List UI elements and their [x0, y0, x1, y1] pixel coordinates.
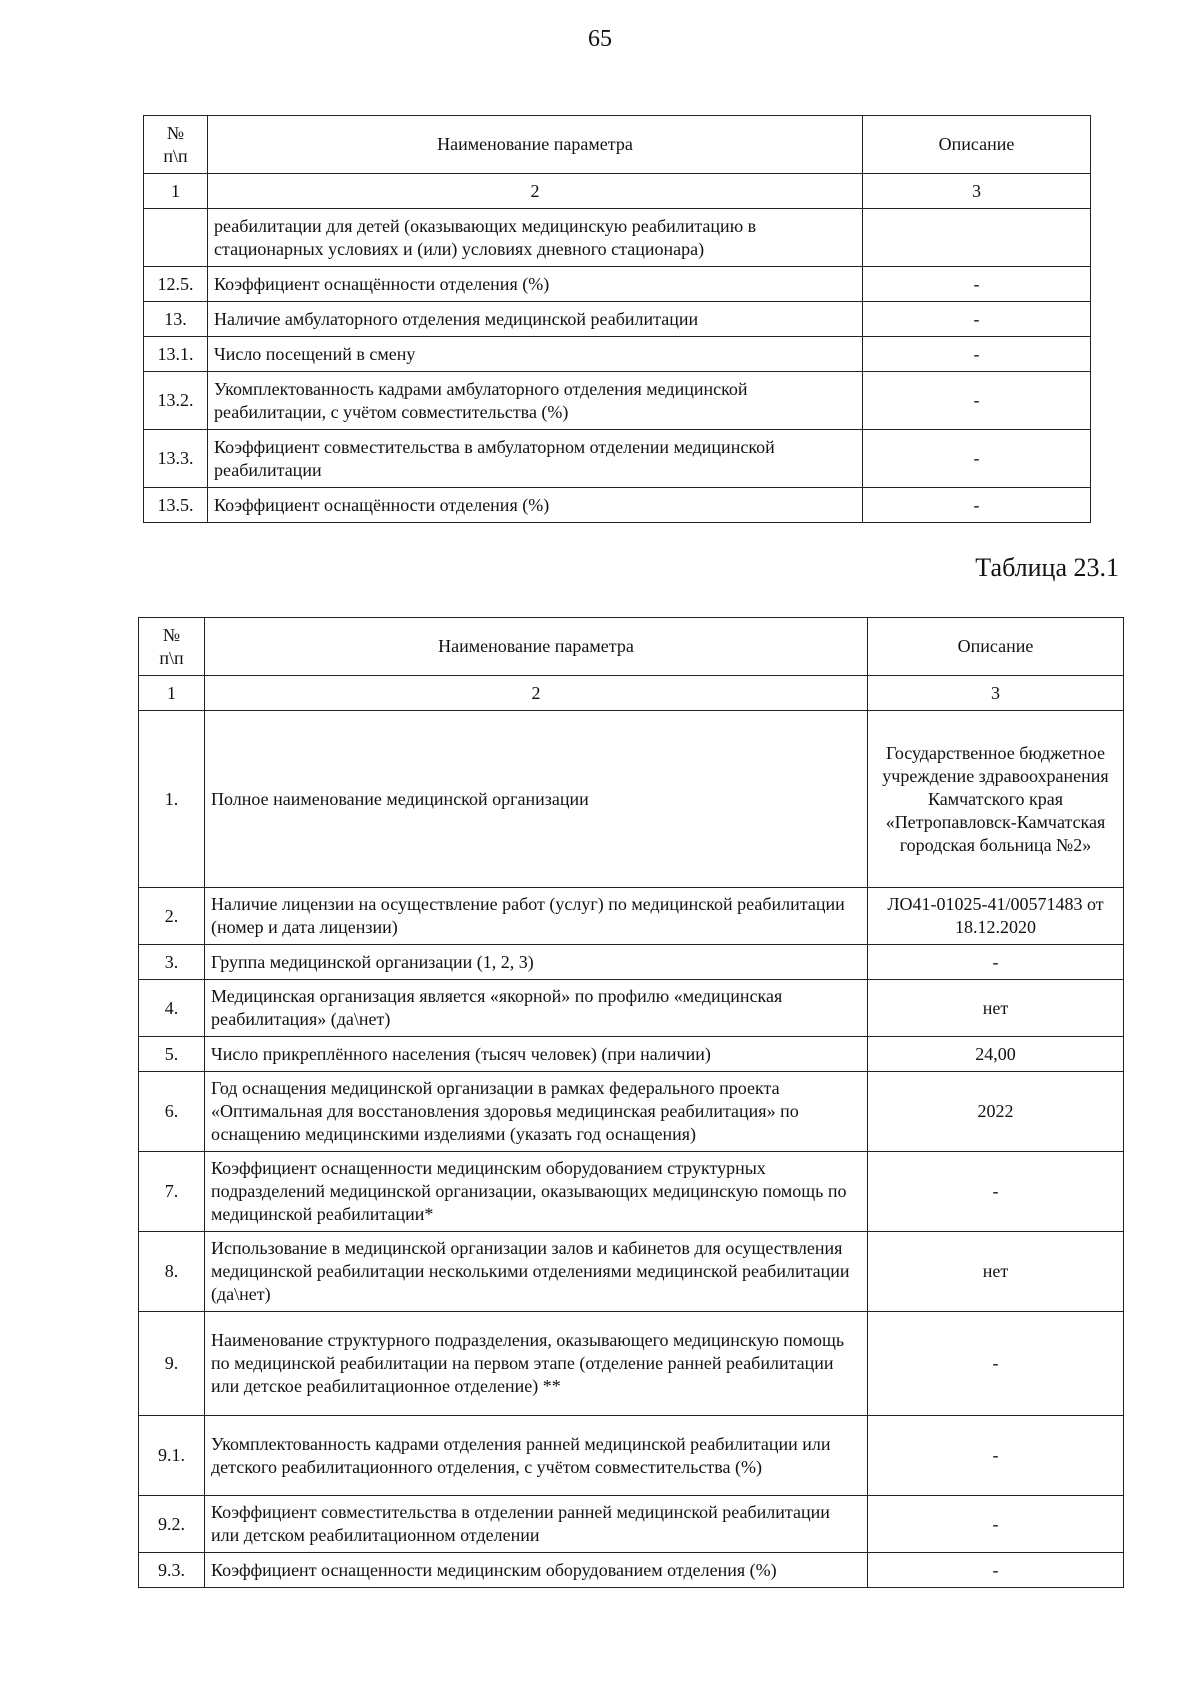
- row-name: Коэффициент оснащенности медицинским оборудованием структурных подразделений медицинской организации, оказывающих медицинскую помощь по медицинской реабилитации*: [205, 1152, 868, 1232]
- row-name: Коэффициент оснащённости отделения (%): [208, 267, 863, 302]
- row-name: Число прикреплённого населения (тысяч человек) (при наличии): [205, 1037, 868, 1072]
- table-row: [139, 1496, 1124, 1553]
- row-num: 5.: [139, 1037, 205, 1072]
- table-row: [139, 1232, 1124, 1312]
- row-name: реабилитации для детей (оказывающих медицинскую реабилитацию в стационарных условиях и (или) условиях дневного стационара): [208, 209, 863, 267]
- page-number: 65: [588, 26, 612, 52]
- table-row: [139, 1312, 1124, 1416]
- row-desc: ЛО41-01025-41/00571483 от 18.12.2020: [868, 888, 1124, 945]
- row-name: Полное наименование медицинской организации: [205, 711, 868, 888]
- table-row: [139, 945, 1124, 980]
- table-row: [139, 1072, 1124, 1152]
- header-desc: Описание: [863, 116, 1091, 174]
- row-desc: -: [863, 302, 1091, 337]
- table-row: [139, 980, 1124, 1037]
- row-name: Число посещений в смену: [208, 337, 863, 372]
- row-name: Медицинская организация является «якорной» по профилю «медицинская реабилитация» (да\нет): [205, 980, 868, 1037]
- row-desc: -: [863, 337, 1091, 372]
- row-name: Коэффициент совместительства в амбулаторном отделении медицинской реабилитации: [208, 430, 863, 488]
- table-row: [144, 209, 1091, 267]
- row-num: 2.: [139, 888, 205, 945]
- row-desc: -: [863, 430, 1091, 488]
- row-desc: -: [868, 1553, 1124, 1588]
- row-desc: -: [863, 488, 1091, 523]
- row-name: Коэффициент оснащённости отделения (%): [208, 488, 863, 523]
- row-num: 4.: [139, 980, 205, 1037]
- row-desc: -: [863, 372, 1091, 430]
- table-row: [139, 1553, 1124, 1588]
- row-num: 9.1.: [139, 1416, 205, 1496]
- header-num: № п\п: [139, 618, 205, 676]
- row-num: 9.: [139, 1312, 205, 1416]
- row-num: 13.1.: [144, 337, 208, 372]
- row-desc: -: [868, 945, 1124, 980]
- column-number-row: [144, 174, 1091, 209]
- row-num: [144, 209, 208, 267]
- row-name: Наименование структурного подразделения, оказывающего медицинскую помощь по медицинской реабилитации на первом этапе (отделение ранней реабилитации или детское реабилитационное отделение) **: [205, 1312, 868, 1416]
- row-num: 9.2.: [139, 1496, 205, 1553]
- header-name: Наименование параметра: [208, 116, 863, 174]
- row-num: 7.: [139, 1152, 205, 1232]
- colnum-3: 3: [868, 676, 1124, 711]
- row-desc: Государственное бюджетное учреждение здравоохранения Камчатского края «Петропавловск-Камчатская городская больница №2»: [868, 711, 1124, 888]
- row-desc: -: [868, 1312, 1124, 1416]
- row-desc: 2022: [868, 1072, 1124, 1152]
- header-num: № п\п: [144, 116, 208, 174]
- row-num: 12.5.: [144, 267, 208, 302]
- row-num: 13.3.: [144, 430, 208, 488]
- table-row: [144, 302, 1091, 337]
- table-row: [144, 372, 1091, 430]
- colnum-1: 1: [139, 676, 205, 711]
- header-desc: Описание: [868, 618, 1124, 676]
- row-name: Группа медицинской организации (1, 2, 3): [205, 945, 868, 980]
- table-row: [144, 337, 1091, 372]
- row-desc: -: [868, 1152, 1124, 1232]
- row-num: 9.3.: [139, 1553, 205, 1588]
- row-name: Использование в медицинской организации залов и кабинетов для осуществления медицинской реабилитации несколькими отделениями медицинской реабилитации (да\нет): [205, 1232, 868, 1312]
- row-desc: -: [868, 1416, 1124, 1496]
- row-desc: нет: [868, 1232, 1124, 1312]
- row-num: 13.: [144, 302, 208, 337]
- column-number-row: [139, 676, 1124, 711]
- colnum-2: 2: [205, 676, 868, 711]
- table-row: [139, 1416, 1124, 1496]
- table-row: [139, 888, 1124, 945]
- row-desc: -: [863, 267, 1091, 302]
- table-caption: Таблица 23.1: [975, 553, 1119, 582]
- row-num: 6.: [139, 1072, 205, 1152]
- colnum-3: 3: [863, 174, 1091, 209]
- row-name: Наличие амбулаторного отделения медицинской реабилитации: [208, 302, 863, 337]
- row-num: 13.5.: [144, 488, 208, 523]
- row-num: 3.: [139, 945, 205, 980]
- row-desc: -: [868, 1496, 1124, 1553]
- table-row: [144, 488, 1091, 523]
- table-row: [144, 430, 1091, 488]
- row-name: Укомплектованность кадрами отделения ранней медицинской реабилитации или детского реабилитационного отделения, с учётом совместительства (%): [205, 1416, 868, 1496]
- table-row: [139, 1152, 1124, 1232]
- row-num: 8.: [139, 1232, 205, 1312]
- parameters-table-23-1: [138, 617, 1124, 1588]
- header-name: Наименование параметра: [205, 618, 868, 676]
- row-name: Коэффициент совместительства в отделении ранней медицинской реабилитации или детском реабилитационном отделении: [205, 1496, 868, 1553]
- row-name: Наличие лицензии на осуществление работ (услуг) по медицинской реабилитации (номер и дата лицензии): [205, 888, 868, 945]
- table-row: [144, 267, 1091, 302]
- row-name: Коэффициент оснащенности медицинским оборудованием отделения (%): [205, 1553, 868, 1588]
- row-num: 13.2.: [144, 372, 208, 430]
- parameters-table-continued: [143, 115, 1091, 523]
- row-name: Укомплектованность кадрами амбулаторного отделения медицинской реабилитации, с учётом совместительства (%): [208, 372, 863, 430]
- row-desc: 24,00: [868, 1037, 1124, 1072]
- row-desc: нет: [868, 980, 1124, 1037]
- table-row: [139, 711, 1124, 888]
- table-header-row: [139, 618, 1124, 676]
- row-name: Год оснащения медицинской организации в рамках федерального проекта «Оптимальная для восстановления здоровья медицинская реабилитация» по оснащению медицинскими изделиями (указать год оснащения): [205, 1072, 868, 1152]
- row-desc: [863, 209, 1091, 267]
- table-row: [139, 1037, 1124, 1072]
- row-num: 1.: [139, 711, 205, 888]
- colnum-1: 1: [144, 174, 208, 209]
- colnum-2: 2: [208, 174, 863, 209]
- table-header-row: [144, 116, 1091, 174]
